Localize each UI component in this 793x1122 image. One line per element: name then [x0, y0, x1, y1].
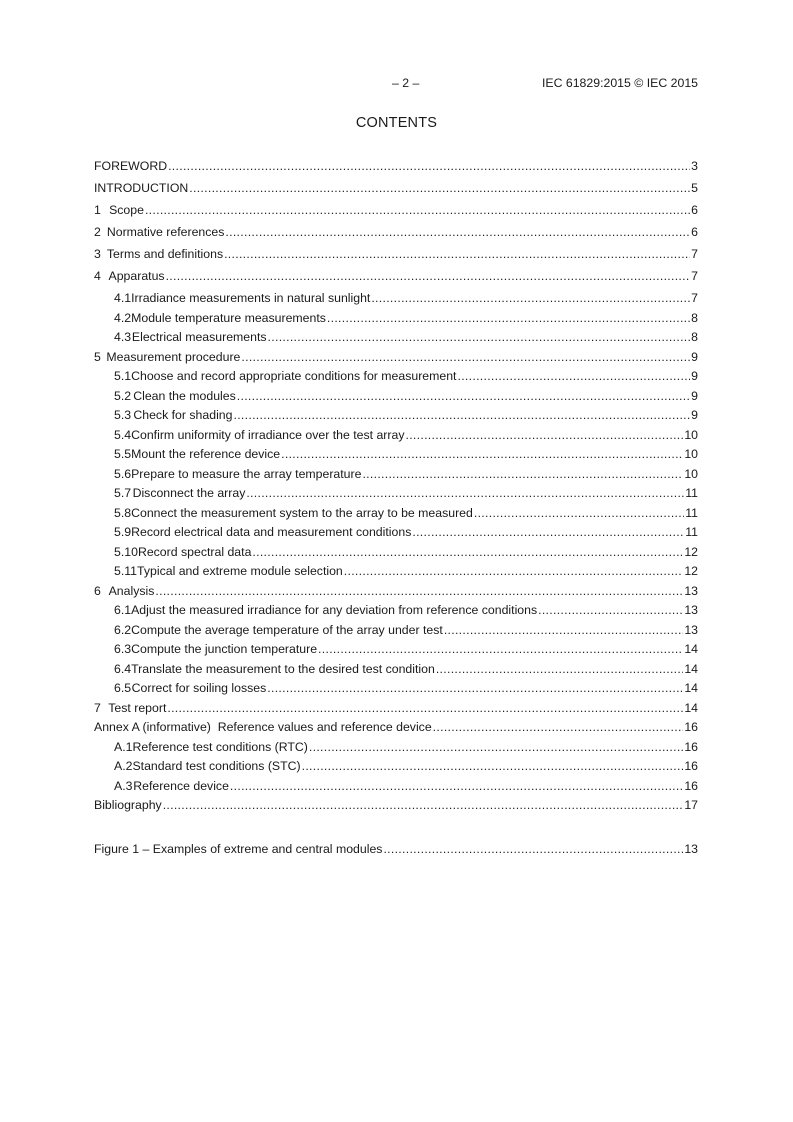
toc-entry-label: Test report	[108, 700, 167, 715]
toc-entry-label: Disconnect the array	[132, 486, 246, 500]
leader-dots	[246, 485, 684, 501]
toc-entry-5-7[interactable]	[94, 485, 698, 505]
toc-entry-number: 5.2	[114, 388, 132, 403]
toc-entry-page: 6	[691, 225, 698, 239]
toc-entry-number: 3	[94, 247, 101, 261]
toc-entry-page: 11	[685, 505, 698, 520]
toc-entry-page: 5	[691, 181, 698, 195]
toc-entry-6-5[interactable]	[94, 680, 698, 700]
toc-entry-number: 6.5	[114, 681, 132, 695]
toc-entry-label: Standard test conditions (STC)	[132, 759, 301, 773]
figure-entry-label: Figure 1 – Examples of extreme and central modules	[94, 842, 383, 856]
toc-entry-page: 14	[684, 681, 698, 695]
toc-entry-5-10[interactable]	[94, 544, 698, 564]
toc-entry-number: 4.1	[114, 291, 132, 305]
leader-dots	[538, 602, 683, 618]
toc-entry-7[interactable]	[94, 700, 698, 720]
toc-entry-label: Connect the measurement system to the array to be measured	[131, 505, 473, 520]
toc-entry-label: Typical and extreme module selection	[137, 564, 343, 578]
leader-dots	[268, 329, 691, 345]
toc-entry-page: 17	[684, 798, 698, 812]
leader-dots	[383, 841, 683, 857]
toc-entry-4[interactable]	[94, 268, 698, 290]
toc-entry-foreword[interactable]	[94, 158, 698, 180]
toc-entry-page: 9	[691, 369, 698, 383]
toc-entry-label: Reference test conditions (RTC)	[132, 739, 308, 754]
toc-entry-label: Compute the junction temperature	[131, 642, 318, 656]
toc-entry-number: 6.1	[114, 603, 132, 617]
toc-entry-page: 16	[684, 720, 698, 734]
toc-entry-6-3[interactable]	[94, 641, 698, 661]
leader-dots	[225, 224, 690, 240]
toc-entry-label: INTRODUCTION	[94, 181, 189, 195]
leader-dots	[189, 180, 690, 196]
toc-entry-5-4[interactable]	[94, 427, 698, 447]
toc-entry-number: 5	[94, 349, 101, 364]
toc-entry-label: Check for shading	[133, 408, 233, 422]
toc-entry-page: 13	[684, 583, 698, 598]
toc-entry-page: 6	[691, 203, 698, 217]
toc-entry-number: 5.8	[114, 505, 132, 520]
toc-entry-3[interactable]	[94, 246, 698, 268]
toc-entry-label: Module temperature measurements	[131, 310, 326, 325]
leader-dots	[436, 661, 683, 677]
toc-entry-label: Electrical measurements	[131, 330, 267, 344]
toc-entry-page: 8	[691, 310, 698, 325]
toc-entry-label: Correct for soiling losses	[131, 681, 267, 695]
toc-entry-label: Analysis	[108, 583, 155, 598]
toc-entry-number: 4.3	[114, 330, 132, 344]
toc-entry-number: 6.4	[114, 661, 132, 676]
toc-entry-1[interactable]	[94, 202, 698, 224]
toc-entry-label: Adjust the measured irradiance for any deviation from reference conditions	[131, 603, 538, 617]
leader-dots	[309, 739, 683, 755]
toc-entry-bibliography[interactable]	[94, 797, 698, 819]
figure-entry-1[interactable]	[94, 841, 698, 863]
toc-entry-number: 7	[94, 700, 101, 715]
toc-entry-label: FOREWORD	[94, 159, 168, 173]
spacer	[94, 819, 698, 841]
leader-dots	[241, 349, 690, 365]
toc-entry-number: A.1	[114, 739, 133, 754]
toc-entry-label: Mount the reference device	[131, 447, 281, 461]
toc-entry-label: Scope	[109, 203, 144, 217]
leader-dots	[344, 563, 684, 579]
toc-entry-number: 5.9	[114, 525, 132, 539]
toc-entry-page: 11	[685, 486, 698, 500]
toc-entry-label: Annex A (informative) Reference values and reference device	[94, 720, 432, 734]
toc-entry-label: Terms and definitions	[106, 247, 224, 261]
toc-entry-number: 5.5	[114, 447, 132, 461]
toc-entry-number: 5.1	[114, 369, 132, 383]
toc-entry-number: 4.2	[114, 310, 132, 325]
toc-entry-label: Irradiance measurements in natural sunlight	[131, 291, 371, 305]
page-title: CONTENTS	[355, 115, 438, 131]
toc-entry-4-2[interactable]	[94, 310, 698, 330]
leader-dots	[457, 368, 690, 384]
toc-entry-5-1[interactable]	[94, 368, 698, 388]
leader-dots	[237, 388, 690, 404]
leader-dots	[433, 719, 684, 735]
toc-entry-5-5[interactable]	[94, 446, 698, 466]
leader-dots	[252, 544, 683, 560]
toc-entry-page: 14	[684, 661, 698, 676]
toc-entry-6-4[interactable]	[94, 661, 698, 681]
toc-entry-page: 14	[684, 700, 698, 715]
leader-dots	[163, 797, 684, 813]
toc-entry-5-3[interactable]	[94, 407, 698, 427]
toc-entry-number: 1	[94, 203, 101, 217]
toc-entry-5-2[interactable]	[94, 388, 698, 408]
toc-entry-page: 12	[684, 544, 698, 559]
toc-entry-number: A.2	[114, 759, 133, 773]
toc-entry-label: Record spectral data	[137, 544, 252, 559]
toc-entry-label: Translate the measurement to the desired test condition	[131, 661, 435, 676]
toc-entry-number: 5.3	[114, 408, 132, 422]
toc-entry-label: Record electrical data and measurement conditions	[131, 525, 412, 539]
toc-entry-page: 9	[691, 349, 698, 364]
leader-dots	[233, 407, 690, 423]
toc-entry-number: 6	[94, 583, 101, 598]
toc-entry-a-2[interactable]	[94, 758, 698, 778]
toc-entry-5[interactable]	[94, 349, 698, 369]
toc-entry-page: 10	[684, 466, 698, 481]
leader-dots	[281, 446, 683, 462]
toc-entry-a-3[interactable]	[94, 778, 698, 798]
toc-entry-number: 5.6	[114, 466, 132, 481]
leader-dots	[145, 202, 690, 218]
toc-entry-number: A.3	[114, 778, 133, 793]
leader-dots	[371, 290, 690, 306]
toc-entry-number: 2	[94, 225, 101, 239]
toc-entry-page: 14	[684, 642, 698, 656]
figure-entry-page: 13	[684, 842, 698, 856]
leader-dots	[327, 310, 690, 326]
toc-entry-page: 10	[684, 427, 698, 442]
toc-entry-number: 5.11	[114, 564, 138, 578]
leader-dots	[168, 158, 690, 174]
toc-entry-annex-a[interactable]	[94, 719, 698, 739]
toc-entry-number: 6.2	[114, 622, 132, 637]
toc-entry-page: 7	[691, 269, 698, 283]
toc-entry-6[interactable]	[94, 583, 698, 603]
leader-dots	[267, 680, 683, 696]
toc-entry-2[interactable]	[94, 224, 698, 246]
toc-entry-page: 12	[684, 564, 698, 578]
toc-entry-5-6[interactable]	[94, 466, 698, 486]
leader-dots	[412, 524, 684, 540]
toc-entry-5-8[interactable]	[94, 505, 698, 525]
toc-entry-label: Choose and record appropriate conditions for measurement	[131, 369, 457, 383]
toc-entry-page: 7	[691, 291, 698, 305]
toc-entry-page: 13	[684, 603, 698, 617]
toc-entry-a-1[interactable]	[94, 739, 698, 759]
toc-entry-introduction[interactable]	[94, 180, 698, 202]
leader-dots	[167, 700, 683, 716]
toc-entry-page: 9	[691, 388, 698, 403]
toc-entry-6-1[interactable]	[94, 602, 698, 622]
toc-entry-page: 7	[691, 247, 698, 261]
page-header	[94, 76, 698, 92]
toc-entry-page: 10	[684, 447, 698, 461]
toc-entry-number: 5.10	[114, 544, 138, 559]
toc-entry-page: 16	[684, 759, 698, 773]
toc-entry-5-9[interactable]	[94, 524, 698, 544]
table-of-contents	[94, 158, 698, 863]
toc-entry-label: Compute the average temperature of the array under test	[131, 622, 443, 637]
toc-entry-label: Prepare to measure the array temperature	[131, 466, 362, 481]
toc-entry-page: 9	[691, 408, 698, 422]
leader-dots	[155, 583, 683, 599]
leader-dots	[318, 641, 683, 657]
toc-entry-6-2[interactable]	[94, 622, 698, 642]
leader-dots	[166, 268, 691, 284]
leader-dots	[444, 622, 684, 638]
leader-dots	[362, 466, 683, 482]
toc-entry-label: Reference device	[133, 778, 229, 793]
toc-entry-5-11[interactable]	[94, 563, 698, 583]
leader-dots	[474, 505, 684, 521]
leader-dots	[230, 778, 683, 794]
toc-entry-number: 5.7	[114, 486, 132, 500]
toc-entry-label: Normative references	[106, 225, 225, 239]
toc-entry-page: 16	[684, 778, 698, 793]
toc-entry-label: Measurement procedure	[106, 349, 241, 364]
toc-entry-page: 11	[685, 525, 698, 539]
leader-dots	[224, 246, 690, 262]
leader-dots	[405, 427, 683, 443]
toc-entry-number: 6.3	[114, 642, 132, 656]
toc-entry-label: Confirm uniformity of irradiance over the test array	[131, 427, 405, 442]
toc-entry-page: 8	[691, 330, 698, 344]
toc-entry-page: 3	[691, 159, 698, 173]
toc-entry-page: 13	[684, 622, 698, 637]
page-number: – 2 –	[392, 76, 420, 90]
leader-dots	[302, 758, 684, 774]
toc-entry-4-3[interactable]	[94, 329, 698, 349]
document-id: IEC 61829:2015 © IEC 2015	[541, 76, 698, 90]
toc-entry-number: 4	[94, 269, 101, 283]
toc-entry-label: Apparatus	[108, 269, 165, 283]
toc-entry-4-1[interactable]	[94, 290, 698, 310]
toc-entry-page: 16	[684, 739, 698, 754]
toc-entry-number: 5.4	[114, 427, 132, 442]
toc-entry-label: Clean the modules	[133, 388, 236, 403]
toc-entry-label: Bibliography	[94, 798, 162, 812]
